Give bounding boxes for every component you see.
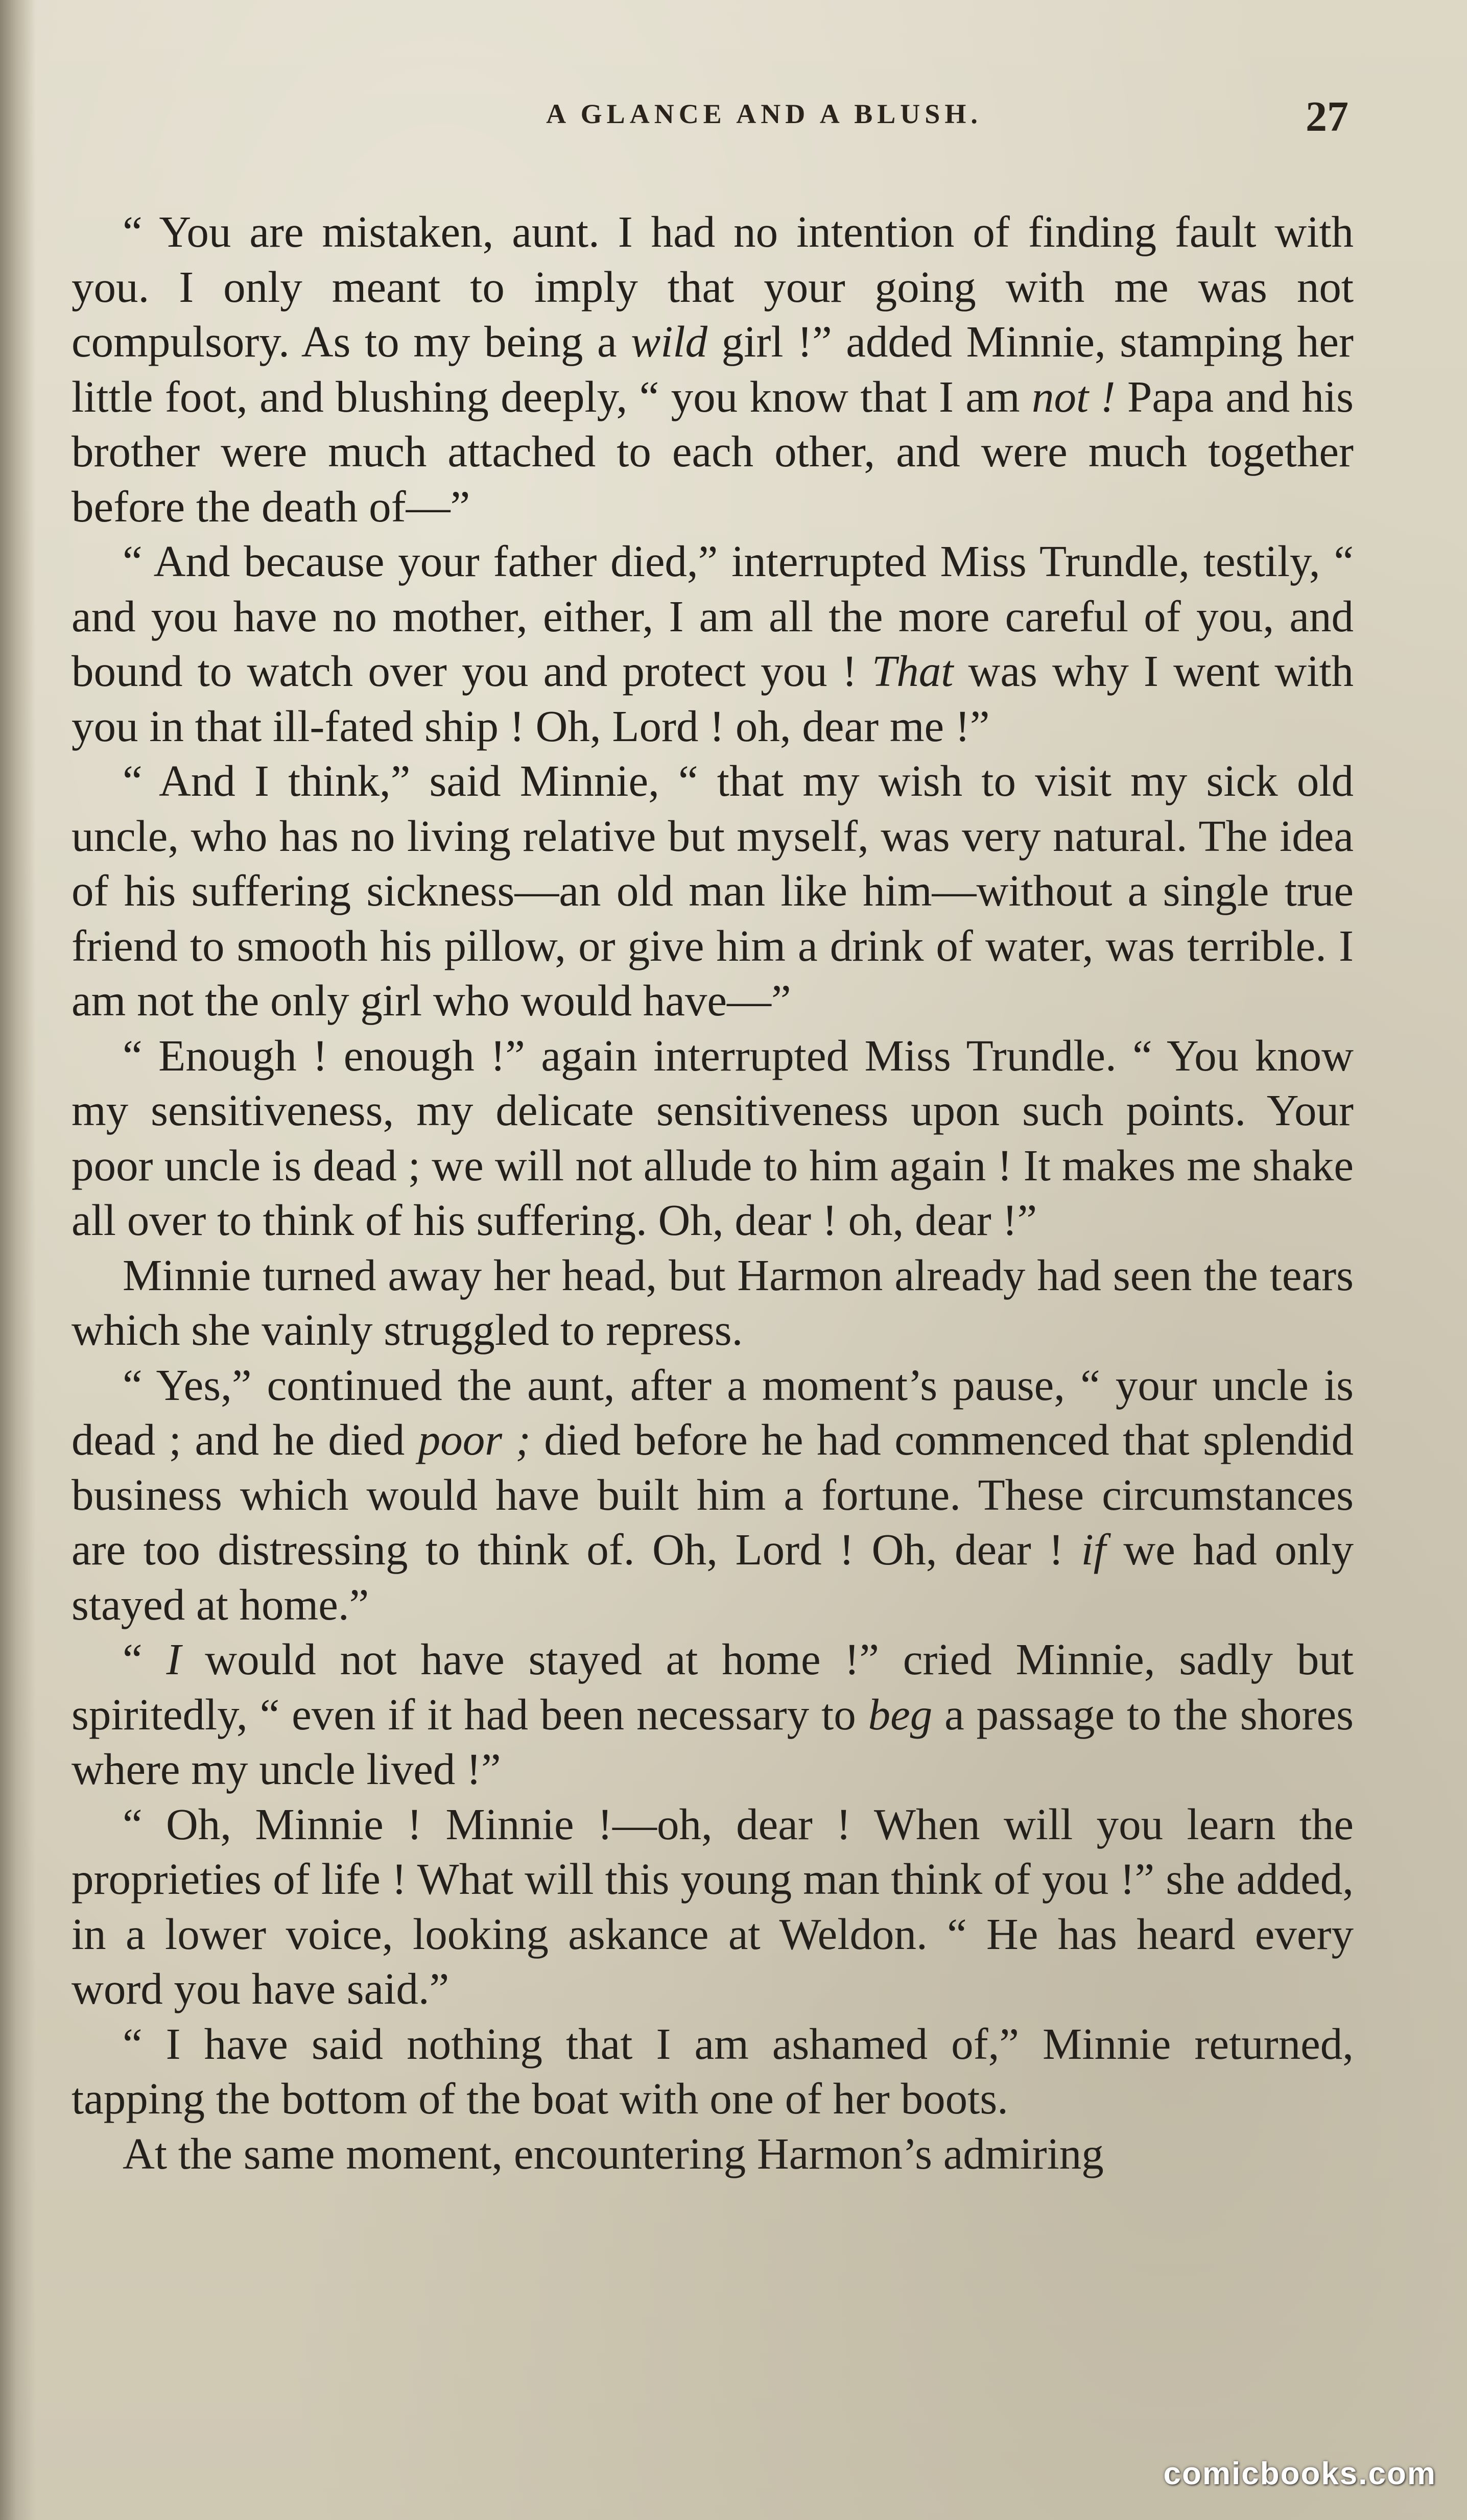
text-run: At the same moment, encountering Harmon’s admiring	[123, 2128, 1104, 2178]
paragraph	[72, 1632, 1354, 1797]
text-run: “ Yes,” continued the aunt, after a moment’s pause, “ your uncle is dead ; and he died	[72, 1360, 1354, 1464]
text-run: “ Oh, Minnie ! Minnie !—oh, dear ! When will you learn the proprieties of life ! What will this young man think of you !” she added, in a lower voice, looking askance at Weldon. “ He has heard every word you have said.”	[72, 1799, 1354, 2013]
text-run: “ I have said nothing that I am ashamed of,” Minnie returned, tapping the bottom of the boat with one of her boots.	[72, 2018, 1354, 2123]
paragraph	[72, 204, 1354, 534]
body-text	[72, 204, 1354, 2181]
italic-text-run: I	[166, 1634, 181, 1684]
italic-text-run: not !	[1032, 371, 1116, 421]
paragraph	[72, 534, 1354, 753]
text-run: Minnie turned away her head, but Harmon already had seen the tears which she vainly struggled to repress.	[72, 1250, 1354, 1354]
text-run: would not have stayed at home !” cried Minnie, sadly but spiritedly, “ even if it had been necessary to	[72, 1634, 1354, 1739]
text-run: we had only stayed at home.”	[72, 1525, 1354, 1629]
text-run: Papa and his brother were much attached to each other, and were much together before the death of—”	[72, 371, 1354, 531]
paragraph	[72, 1028, 1354, 1248]
text-run: “ And I think,” said Minnie, “ that my wish to visit my sick old uncle, who has no living relative but myself, was very natural. The idea of his suffering sickness—an old man like him—without a single true friend to smooth his pillow, or give him a drink of water, was terrible. I am not the only girl who would have—”	[72, 756, 1354, 1025]
text-run: died before he had commenced that splendid business which would have built him a fortune. These circumstances are too distressing to think of. Oh, Lord ! Oh, dear !	[72, 1415, 1354, 1574]
italic-text-run: poor ;	[418, 1415, 531, 1464]
italic-text-run: wild	[631, 317, 708, 366]
italic-text-run: if	[1081, 1525, 1106, 1574]
paragraph	[72, 753, 1354, 1028]
text-run: “ And because your father died,” interrupted Miss Trundle, testily, “ and you have no mother, either, I am all the more careful of you, and bound to watch over you and protect you !	[72, 536, 1354, 696]
paragraph	[72, 2016, 1354, 2126]
page-gutter-shadow	[0, 0, 36, 2520]
page-number: 27	[1306, 93, 1348, 140]
paragraph	[72, 2126, 1354, 2181]
text-run: girl !” added Minnie, stamping her little foot, and blushing deeply, “ you know that I am	[72, 317, 1354, 421]
paragraph	[72, 1358, 1354, 1632]
italic-text-run: beg	[868, 1689, 933, 1739]
paragraph	[72, 1797, 1354, 2016]
text-run: a passage to the shores where my uncle lived !”	[72, 1689, 1354, 1794]
text-run: “ You are mistaken, aunt. I had no intention of finding fault with you. I only meant to imply that your going with me was not compulsory. As to my being a	[72, 207, 1354, 366]
text-run: “ Enough ! enough !” again interrupted Miss Trundle. “ You know my sensitiveness, my delicate sensitiveness upon such points. Your poor uncle is dead ; we will not allude to him again ! It makes me shake all over to think of his suffering. Oh, dear ! oh, dear !”	[72, 1030, 1354, 1245]
running-head-title: A GLANCE AND A BLUSH.	[546, 99, 982, 129]
running-head	[0, 93, 1467, 140]
italic-text-run: That	[871, 646, 954, 696]
paragraph	[72, 1248, 1354, 1358]
text-run: “	[123, 1634, 167, 1684]
text-run: was why I went with you in that ill-fated ship ! Oh, Lord ! oh, dear me !”	[72, 646, 1354, 751]
watermark: comicbooks.com	[1163, 2456, 1436, 2491]
